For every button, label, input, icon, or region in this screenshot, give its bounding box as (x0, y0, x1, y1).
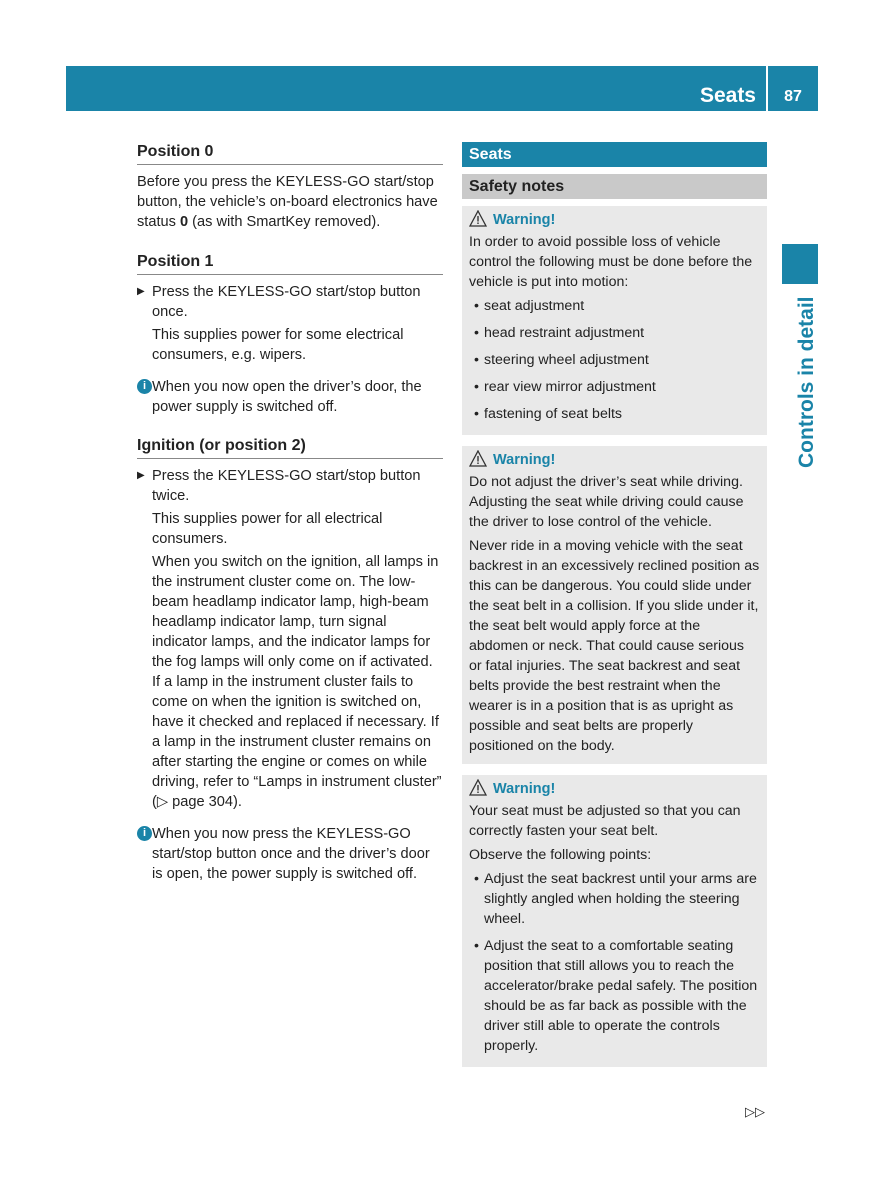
warning-box-1 (462, 206, 767, 435)
warning2-para2: Never ride in a moving vehicle with the seat backrest in an excessively reclined position as this can be dangerous. You could slide under the seat belt in a collision. If you slide under it, the seat belt would apply force at the abdomen or neck. That could cause serious or fatal injuries. The seat backrest and seat belts provide the best restraint when the wearer is in a position that is as upright as possible and seat belts are properly positioned on the body. (469, 538, 760, 754)
position1-step-text: Press the KEYLESS-GO start/stop button once. (152, 284, 421, 320)
warning3-para1: Your seat must be adjusted so that you can correctly fasten your seat belt. (469, 803, 741, 839)
warning3-para2: Observe the following points: (469, 847, 652, 863)
list-item-text: seat adjustment (484, 298, 585, 314)
position0-text-bold: 0 (180, 214, 189, 230)
ignition-step-text: Press the KEYLESS-GO start/stop button twice. (152, 468, 421, 504)
position1-result: This supplies power for some electrical consumers, e.g. wipers. (152, 327, 404, 363)
ignition-details: When you switch on the ignition, all lamps in the instrument cluster come on. The low-beam headlamp indicator lamp, high-beam headlamp indicator lamp, turn signal indicator lamps, and the indicator lamps for the fog lamps will only come on if activated. If a lamp in the instrument cluster fails to come on when the ignition is switched on, have it checked and replaced if necessary. If a lamp in the instrument cluster remains on after starting the engine or comes on while driving, refer to “Lamps in instrument cluster” (▷ page 304). (152, 554, 442, 810)
list-item-text: head restraint adjustment (484, 325, 645, 341)
warning-label: Warning! (493, 212, 556, 228)
side-tab-marker (782, 244, 818, 284)
list-item-text: rear view mirror adjustment (484, 379, 656, 395)
list-item: • steering wheel adjustment (474, 352, 649, 368)
right-column (462, 142, 767, 1067)
header-separator (766, 66, 768, 111)
list-item-text: steering wheel adjustment (484, 352, 649, 368)
position1-heading: Position 1 (137, 252, 443, 275)
info-icon: i (137, 826, 152, 841)
list-item: • Adjust the seat backrest until your arms are slightly angled when holding the steering wheel. (474, 871, 757, 927)
ignition-info (137, 824, 443, 884)
list-item: • rear view mirror adjustment (474, 379, 656, 395)
step-arrow-icon: ▶ (137, 286, 145, 297)
list-item: • head restraint adjustment (474, 325, 645, 341)
position0-text (137, 172, 443, 232)
warning-heading (469, 450, 760, 470)
ignition-result: This supplies power for all electrical consumers. (152, 511, 383, 547)
header-title: Seats (699, 84, 756, 107)
position1-info (137, 377, 443, 417)
warning-triangle-icon (469, 450, 487, 467)
warning-label: Warning! (493, 452, 556, 468)
page-number: 87 (784, 88, 802, 105)
position1-step (137, 282, 443, 365)
seats-section-heading: Seats (462, 142, 767, 167)
list-item-text: fastening of seat belts (484, 406, 623, 422)
warning-box-3 (462, 775, 767, 1067)
ignition-heading: Ignition (or position 2) (137, 436, 443, 459)
list-item: • fastening of seat belts (474, 406, 623, 422)
warning2-para1: Do not adjust the driver’s seat while driving. Adjusting the seat while driving could cause the driver to lose control of the vehicle. (469, 474, 744, 530)
continue-marker: ▷▷ (745, 1104, 765, 1119)
ignition-info-text: When you now press the KEYLESS-GO start/stop button once and the driver’s door is open, the power supply is switched off. (152, 826, 430, 882)
list-item-text: Adjust the seat to a comfortable seating position that still allows you to reach the accelerator/brake pedal safely. The position should be as far back as possible with the driver still able to operate the controls properly. (484, 938, 758, 1054)
info-icon: i (137, 379, 152, 394)
list-item: • Adjust the seat to a comfortable seating position that still allows you to reach the accelerator/brake pedal safely. The position should be as far back as possible with the driver still able to operate the controls properly. (474, 938, 758, 1054)
list-item: • seat adjustment (474, 298, 585, 314)
warning-triangle-icon (469, 210, 487, 227)
position0-text-pre: Before you press the KEYLESS-GO start/stop button, the vehicle’s on-board electronics have status (137, 174, 438, 230)
warning-label: Warning! (493, 781, 556, 797)
warning-heading (469, 210, 760, 230)
position1-info-text: When you now open the driver’s door, the power supply is switched off. (152, 379, 422, 415)
position0-text-post: (as with SmartKey removed). (188, 214, 381, 230)
step-arrow-icon: ▶ (137, 470, 145, 481)
left-column (137, 142, 443, 903)
warning-triangle-icon (469, 779, 487, 796)
safety-notes-heading: Safety notes (462, 174, 767, 199)
warning-heading (469, 779, 760, 799)
position0-heading: Position 0 (137, 142, 443, 165)
warning1-text: In order to avoid possible loss of vehicle control the following must be done before the vehicle is put into motion: (469, 234, 753, 290)
ignition-step (137, 466, 443, 812)
side-tab-label: Controls in detail (795, 296, 818, 468)
list-item-text: Adjust the seat backrest until your arms are slightly angled when holding the steering wheel. (484, 871, 757, 927)
warning-box-2 (462, 446, 767, 764)
